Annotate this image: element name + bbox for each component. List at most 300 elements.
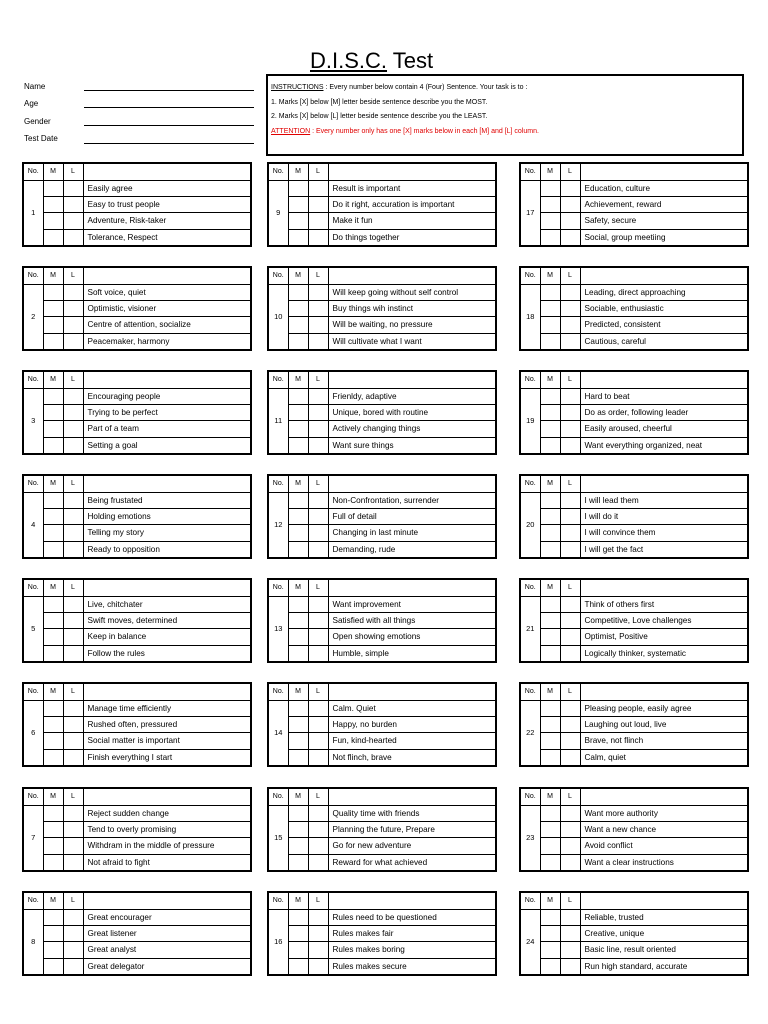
statement: Do as order, following leader xyxy=(580,404,748,420)
most-checkbox[interactable] xyxy=(43,541,63,557)
question-block-5 xyxy=(22,578,252,663)
least-checkbox[interactable] xyxy=(308,388,328,404)
least-checkbox[interactable] xyxy=(560,925,580,941)
header-l: L xyxy=(308,683,328,700)
least-checkbox[interactable] xyxy=(560,838,580,854)
least-checkbox[interactable] xyxy=(560,942,580,958)
least-checkbox[interactable] xyxy=(560,749,580,765)
statement: Basic line, result oriented xyxy=(580,942,748,958)
most-checkbox[interactable] xyxy=(540,196,560,212)
least-checkbox[interactable] xyxy=(560,909,580,925)
statement: Keep in balance xyxy=(83,629,251,645)
most-checkbox[interactable] xyxy=(540,508,560,524)
most-checkbox[interactable] xyxy=(43,629,63,645)
most-checkbox[interactable] xyxy=(43,805,63,821)
statement: I will lead them xyxy=(580,492,748,508)
least-checkbox[interactable] xyxy=(308,300,328,316)
question-number: 22 xyxy=(520,700,540,766)
least-checkbox[interactable] xyxy=(308,596,328,612)
most-checkbox[interactable] xyxy=(540,716,560,732)
most-checkbox[interactable] xyxy=(540,437,560,453)
least-checkbox[interactable] xyxy=(560,317,580,333)
least-checkbox[interactable] xyxy=(308,942,328,958)
most-checkbox[interactable] xyxy=(43,854,63,870)
question-block-22 xyxy=(519,682,749,767)
header-blank xyxy=(328,683,496,700)
statement: Holding emotions xyxy=(83,508,251,524)
least-checkbox[interactable] xyxy=(63,629,83,645)
most-checkbox[interactable] xyxy=(540,700,560,716)
most-checkbox[interactable] xyxy=(43,437,63,453)
header-no: No. xyxy=(520,475,540,492)
least-checkbox[interactable] xyxy=(63,525,83,541)
header-blank xyxy=(83,579,251,596)
most-checkbox[interactable] xyxy=(288,733,308,749)
most-checkbox[interactable] xyxy=(540,525,560,541)
header-blank xyxy=(328,475,496,492)
most-checkbox[interactable] xyxy=(288,821,308,837)
most-checkbox[interactable] xyxy=(540,805,560,821)
least-checkbox[interactable] xyxy=(308,404,328,420)
least-checkbox[interactable] xyxy=(560,525,580,541)
most-checkbox[interactable] xyxy=(43,229,63,245)
least-checkbox[interactable] xyxy=(308,749,328,765)
header-l: L xyxy=(63,371,83,388)
most-checkbox[interactable] xyxy=(540,421,560,437)
statement: Want a new chance xyxy=(580,821,748,837)
question-block-16 xyxy=(267,891,497,976)
most-checkbox[interactable] xyxy=(288,421,308,437)
question-block-6 xyxy=(22,682,252,767)
question-number: 9 xyxy=(268,180,288,246)
most-checkbox[interactable] xyxy=(43,525,63,541)
least-checkbox[interactable] xyxy=(560,612,580,628)
most-checkbox[interactable] xyxy=(288,180,308,196)
least-checkbox[interactable] xyxy=(63,716,83,732)
most-checkbox[interactable] xyxy=(288,805,308,821)
most-checkbox[interactable] xyxy=(43,284,63,300)
most-checkbox[interactable] xyxy=(288,492,308,508)
least-checkbox[interactable] xyxy=(63,404,83,420)
least-checkbox[interactable] xyxy=(560,213,580,229)
least-checkbox[interactable] xyxy=(63,317,83,333)
statement: Great listener xyxy=(83,925,251,941)
least-checkbox[interactable] xyxy=(63,437,83,453)
least-checkbox[interactable] xyxy=(560,541,580,557)
most-checkbox[interactable] xyxy=(288,596,308,612)
statement: Education, culture xyxy=(580,180,748,196)
header-no: No. xyxy=(23,475,43,492)
page-title xyxy=(310,48,433,74)
most-checkbox[interactable] xyxy=(540,492,560,508)
most-checkbox[interactable] xyxy=(43,925,63,941)
least-checkbox[interactable] xyxy=(308,229,328,245)
least-checkbox[interactable] xyxy=(63,300,83,316)
least-checkbox[interactable] xyxy=(63,596,83,612)
header-m: M xyxy=(43,683,63,700)
question-number: 18 xyxy=(520,284,540,350)
most-checkbox[interactable] xyxy=(43,909,63,925)
most-checkbox[interactable] xyxy=(540,229,560,245)
attention-line xyxy=(271,128,742,143)
statement: Want a clear instructions xyxy=(580,854,748,870)
least-checkbox[interactable] xyxy=(63,909,83,925)
most-checkbox[interactable] xyxy=(43,388,63,404)
least-checkbox[interactable] xyxy=(560,492,580,508)
header-blank xyxy=(83,267,251,284)
statement: Reject sudden change xyxy=(83,805,251,821)
least-checkbox[interactable] xyxy=(560,629,580,645)
statement: Reliable, trusted xyxy=(580,909,748,925)
most-checkbox[interactable] xyxy=(540,925,560,941)
least-checkbox[interactable] xyxy=(560,821,580,837)
header-blank xyxy=(580,163,748,180)
least-checkbox[interactable] xyxy=(308,213,328,229)
header-no: No. xyxy=(268,683,288,700)
least-checkbox[interactable] xyxy=(308,508,328,524)
question-block-4 xyxy=(22,474,252,559)
most-checkbox[interactable] xyxy=(540,749,560,765)
instructions-text: : Every number below contain 4 (Four) Sentence. Your task is to : xyxy=(323,84,528,91)
most-checkbox[interactable] xyxy=(43,942,63,958)
statement: Changing in last minute xyxy=(328,525,496,541)
most-checkbox[interactable] xyxy=(288,229,308,245)
statement: Rules makes boring xyxy=(328,942,496,958)
header-m: M xyxy=(43,579,63,596)
most-checkbox[interactable] xyxy=(43,612,63,628)
most-checkbox[interactable] xyxy=(540,333,560,349)
header-l: L xyxy=(560,788,580,805)
most-checkbox[interactable] xyxy=(288,317,308,333)
most-checkbox[interactable] xyxy=(540,541,560,557)
statement: Full of detail xyxy=(328,508,496,524)
least-checkbox[interactable] xyxy=(63,213,83,229)
most-checkbox[interactable] xyxy=(288,942,308,958)
statement: Centre of attention, socialize xyxy=(83,317,251,333)
most-checkbox[interactable] xyxy=(288,541,308,557)
question-block-10 xyxy=(267,266,497,351)
least-checkbox[interactable] xyxy=(63,180,83,196)
most-checkbox[interactable] xyxy=(540,909,560,925)
header-blank xyxy=(328,579,496,596)
gender-field[interactable] xyxy=(84,125,254,126)
statement: Achievement, reward xyxy=(580,196,748,212)
most-checkbox[interactable] xyxy=(288,612,308,628)
least-checkbox[interactable] xyxy=(63,805,83,821)
least-checkbox[interactable] xyxy=(63,733,83,749)
most-checkbox[interactable] xyxy=(540,180,560,196)
question-number: 11 xyxy=(268,388,288,454)
least-checkbox[interactable] xyxy=(308,909,328,925)
least-checkbox[interactable] xyxy=(308,333,328,349)
least-checkbox[interactable] xyxy=(560,300,580,316)
most-checkbox[interactable] xyxy=(43,733,63,749)
statement: Buy things wih instinct xyxy=(328,300,496,316)
question-block-9 xyxy=(267,162,497,247)
least-checkbox[interactable] xyxy=(308,492,328,508)
most-checkbox[interactable] xyxy=(43,213,63,229)
least-checkbox[interactable] xyxy=(63,854,83,870)
statement: Laughing out loud, live xyxy=(580,716,748,732)
statement: Satisfied with all things xyxy=(328,612,496,628)
most-checkbox[interactable] xyxy=(43,421,63,437)
least-checkbox[interactable] xyxy=(308,541,328,557)
least-checkbox[interactable] xyxy=(560,437,580,453)
least-checkbox[interactable] xyxy=(63,388,83,404)
most-checkbox[interactable] xyxy=(288,388,308,404)
statement: Rushed often, pressured xyxy=(83,716,251,732)
least-checkbox[interactable] xyxy=(560,958,580,974)
instructions-line-3: 2. Marks [X] below [L] letter beside sentence describe you the LEAST. xyxy=(271,113,488,120)
header-blank xyxy=(580,892,748,909)
header-blank xyxy=(83,163,251,180)
most-checkbox[interactable] xyxy=(43,404,63,420)
most-checkbox[interactable] xyxy=(43,196,63,212)
question-block-20 xyxy=(519,474,749,559)
most-checkbox[interactable] xyxy=(540,388,560,404)
most-checkbox[interactable] xyxy=(540,821,560,837)
statement: Go for new adventure xyxy=(328,838,496,854)
least-checkbox[interactable] xyxy=(308,284,328,300)
most-checkbox[interactable] xyxy=(288,300,308,316)
most-checkbox[interactable] xyxy=(43,749,63,765)
most-checkbox[interactable] xyxy=(288,333,308,349)
question-block-7 xyxy=(22,787,252,872)
least-checkbox[interactable] xyxy=(63,333,83,349)
least-checkbox[interactable] xyxy=(560,229,580,245)
header-no: No. xyxy=(23,267,43,284)
header-no: No. xyxy=(23,163,43,180)
most-checkbox[interactable] xyxy=(288,854,308,870)
statement: Calm. Quiet xyxy=(328,700,496,716)
most-checkbox[interactable] xyxy=(540,733,560,749)
statement: Demanding, rude xyxy=(328,541,496,557)
least-checkbox[interactable] xyxy=(560,284,580,300)
statement: Competitive, Love challenges xyxy=(580,612,748,628)
statement: Ready to opposition xyxy=(83,541,251,557)
most-checkbox[interactable] xyxy=(288,213,308,229)
most-checkbox[interactable] xyxy=(540,958,560,974)
question-block-18 xyxy=(519,266,749,351)
least-checkbox[interactable] xyxy=(560,388,580,404)
most-checkbox[interactable] xyxy=(288,909,308,925)
least-checkbox[interactable] xyxy=(560,421,580,437)
least-checkbox[interactable] xyxy=(63,925,83,941)
most-checkbox[interactable] xyxy=(540,213,560,229)
header-l: L xyxy=(63,892,83,909)
test-date-field[interactable] xyxy=(84,143,254,144)
most-checkbox[interactable] xyxy=(288,404,308,420)
most-checkbox[interactable] xyxy=(288,716,308,732)
most-checkbox[interactable] xyxy=(43,333,63,349)
header-no: No. xyxy=(520,788,540,805)
least-checkbox[interactable] xyxy=(308,317,328,333)
least-checkbox[interactable] xyxy=(63,645,83,661)
least-checkbox[interactable] xyxy=(308,925,328,941)
statement: Social matter is important xyxy=(83,733,251,749)
least-checkbox[interactable] xyxy=(63,229,83,245)
least-checkbox[interactable] xyxy=(560,596,580,612)
question-number: 20 xyxy=(520,492,540,558)
statement: Easily agree xyxy=(83,180,251,196)
most-checkbox[interactable] xyxy=(288,525,308,541)
question-number: 3 xyxy=(23,388,43,454)
least-checkbox[interactable] xyxy=(560,805,580,821)
least-checkbox[interactable] xyxy=(308,612,328,628)
least-checkbox[interactable] xyxy=(308,437,328,453)
header-no: No. xyxy=(268,892,288,909)
least-checkbox[interactable] xyxy=(308,196,328,212)
least-checkbox[interactable] xyxy=(560,700,580,716)
least-checkbox[interactable] xyxy=(308,180,328,196)
question-number: 16 xyxy=(268,909,288,975)
most-checkbox[interactable] xyxy=(288,284,308,300)
most-checkbox[interactable] xyxy=(43,596,63,612)
most-checkbox[interactable] xyxy=(540,284,560,300)
most-checkbox[interactable] xyxy=(288,700,308,716)
age-field[interactable] xyxy=(84,107,254,108)
header-no: No. xyxy=(268,788,288,805)
least-checkbox[interactable] xyxy=(63,838,83,854)
least-checkbox[interactable] xyxy=(63,942,83,958)
question-number: 23 xyxy=(520,805,540,871)
most-checkbox[interactable] xyxy=(540,645,560,661)
least-checkbox[interactable] xyxy=(308,421,328,437)
least-checkbox[interactable] xyxy=(63,421,83,437)
most-checkbox[interactable] xyxy=(43,508,63,524)
least-checkbox[interactable] xyxy=(308,645,328,661)
least-checkbox[interactable] xyxy=(308,716,328,732)
least-checkbox[interactable] xyxy=(308,700,328,716)
most-checkbox[interactable] xyxy=(43,300,63,316)
question-number: 17 xyxy=(520,180,540,246)
header-no: No. xyxy=(268,579,288,596)
least-checkbox[interactable] xyxy=(308,821,328,837)
statement: Encouraging people xyxy=(83,388,251,404)
header-m: M xyxy=(288,163,308,180)
most-checkbox[interactable] xyxy=(43,645,63,661)
header-no: No. xyxy=(268,163,288,180)
statement: Rules need to be questioned xyxy=(328,909,496,925)
most-checkbox[interactable] xyxy=(540,317,560,333)
statement: Trying to be perfect xyxy=(83,404,251,420)
least-checkbox[interactable] xyxy=(560,508,580,524)
statement: Result is important xyxy=(328,180,496,196)
title-disc: D.I.S.C. xyxy=(310,48,388,73)
statement: Rules makes fair xyxy=(328,925,496,941)
least-checkbox[interactable] xyxy=(308,958,328,974)
statement: Live, chitchater xyxy=(83,596,251,612)
header-m: M xyxy=(43,371,63,388)
statement: Open showing emotions xyxy=(328,629,496,645)
header-no: No. xyxy=(268,371,288,388)
statement: Finish everything I start xyxy=(83,749,251,765)
question-number: 24 xyxy=(520,909,540,975)
least-checkbox[interactable] xyxy=(63,284,83,300)
least-checkbox[interactable] xyxy=(560,854,580,870)
least-checkbox[interactable] xyxy=(308,838,328,854)
most-checkbox[interactable] xyxy=(43,821,63,837)
most-checkbox[interactable] xyxy=(288,749,308,765)
least-checkbox[interactable] xyxy=(560,404,580,420)
least-checkbox[interactable] xyxy=(308,854,328,870)
most-checkbox[interactable] xyxy=(540,404,560,420)
most-checkbox[interactable] xyxy=(540,629,560,645)
most-checkbox[interactable] xyxy=(288,437,308,453)
least-checkbox[interactable] xyxy=(63,821,83,837)
statement: Setting a goal xyxy=(83,437,251,453)
most-checkbox[interactable] xyxy=(43,838,63,854)
least-checkbox[interactable] xyxy=(63,958,83,974)
most-checkbox[interactable] xyxy=(43,492,63,508)
least-checkbox[interactable] xyxy=(560,733,580,749)
most-checkbox[interactable] xyxy=(43,317,63,333)
least-checkbox[interactable] xyxy=(560,196,580,212)
statement: Tend to overly promising xyxy=(83,821,251,837)
least-checkbox[interactable] xyxy=(560,333,580,349)
most-checkbox[interactable] xyxy=(43,700,63,716)
most-checkbox[interactable] xyxy=(288,958,308,974)
most-checkbox[interactable] xyxy=(540,596,560,612)
header-no: No. xyxy=(520,163,540,180)
least-checkbox[interactable] xyxy=(63,196,83,212)
least-checkbox[interactable] xyxy=(560,180,580,196)
least-checkbox[interactable] xyxy=(63,492,83,508)
most-checkbox[interactable] xyxy=(43,180,63,196)
most-checkbox[interactable] xyxy=(288,838,308,854)
header-l: L xyxy=(560,267,580,284)
header-l: L xyxy=(308,267,328,284)
most-checkbox[interactable] xyxy=(540,854,560,870)
header-no: No. xyxy=(520,683,540,700)
header-l: L xyxy=(63,163,83,180)
most-checkbox[interactable] xyxy=(540,300,560,316)
question-block-23 xyxy=(519,787,749,872)
header-no: No. xyxy=(23,892,43,909)
most-checkbox[interactable] xyxy=(288,645,308,661)
most-checkbox[interactable] xyxy=(288,508,308,524)
least-checkbox[interactable] xyxy=(308,733,328,749)
most-checkbox[interactable] xyxy=(43,716,63,732)
least-checkbox[interactable] xyxy=(63,749,83,765)
header-blank xyxy=(328,788,496,805)
most-checkbox[interactable] xyxy=(540,942,560,958)
most-checkbox[interactable] xyxy=(540,612,560,628)
least-checkbox[interactable] xyxy=(63,612,83,628)
statement: Soft voice, quiet xyxy=(83,284,251,300)
most-checkbox[interactable] xyxy=(288,629,308,645)
most-checkbox[interactable] xyxy=(288,196,308,212)
least-checkbox[interactable] xyxy=(308,629,328,645)
least-checkbox[interactable] xyxy=(308,805,328,821)
statement: Safety, secure xyxy=(580,213,748,229)
header-l: L xyxy=(308,788,328,805)
least-checkbox[interactable] xyxy=(63,700,83,716)
statement: Make it fun xyxy=(328,213,496,229)
name-field[interactable] xyxy=(84,90,254,91)
least-checkbox[interactable] xyxy=(63,541,83,557)
question-number: 1 xyxy=(23,180,43,246)
statement: Want everything organized, neat xyxy=(580,437,748,453)
least-checkbox[interactable] xyxy=(63,508,83,524)
most-checkbox[interactable] xyxy=(43,958,63,974)
header-l: L xyxy=(560,683,580,700)
least-checkbox[interactable] xyxy=(308,525,328,541)
least-checkbox[interactable] xyxy=(560,645,580,661)
most-checkbox[interactable] xyxy=(540,838,560,854)
most-checkbox[interactable] xyxy=(288,925,308,941)
least-checkbox[interactable] xyxy=(560,716,580,732)
